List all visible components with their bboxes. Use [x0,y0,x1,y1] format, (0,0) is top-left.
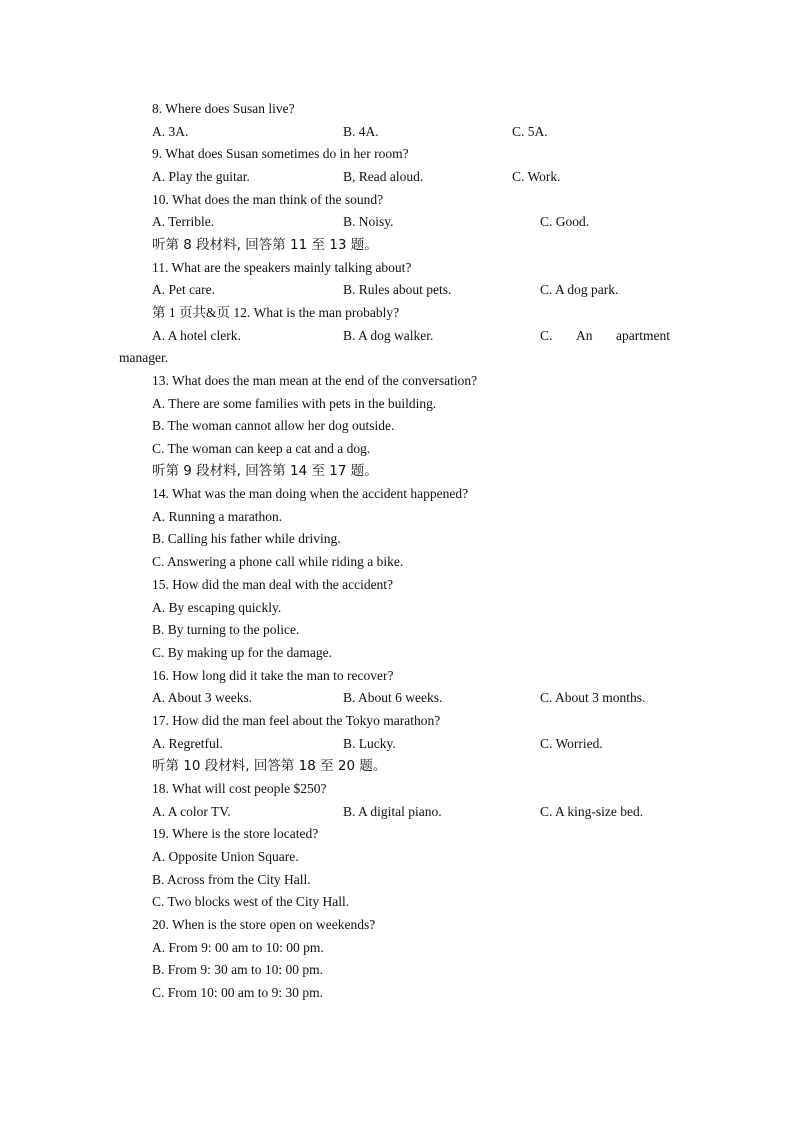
option-9c: C. Work. [512,169,561,184]
section-heading-9: 听第 9 段材料, 回答第 14 至 17 题。 [152,463,378,479]
option-12c-word-1: An [575,328,593,343]
option-11a: A. Pet care. [152,282,215,297]
option-15c: C. By making up for the damage. [152,645,332,660]
option-12c-continuation: manager. [119,350,169,365]
option-9a: A. Play the guitar. [152,169,250,184]
option-10b: B. Noisy. [343,214,394,229]
option-12c [540,327,670,345]
option-15b: B. By turning to the police. [152,622,300,637]
option-8a: A. 3A. [152,124,189,139]
option-11c: C. A dog park. [540,282,619,297]
option-17c: C. Worried. [540,736,603,751]
question-10: 10. What does the man think of the sound? [152,192,384,207]
option-16b: B. About 6 weeks. [343,690,443,705]
option-13a: A. There are some families with pets in the building. [152,396,437,411]
option-17b: B. Lucky. [343,736,396,751]
option-10c: C. Good. [540,214,590,229]
question-16: 16. How long did it take the man to recover? [152,668,394,683]
question-9: 9. What does Susan sometimes do in her room? [152,146,409,161]
option-12c-letter: C. [540,328,553,343]
option-11b: B. Rules about pets. [343,282,452,297]
question-17: 17. How did the man feel about the Tokyo marathon? [152,713,441,728]
option-8b: B. 4A. [343,124,379,139]
option-19b: B. Across from the City Hall. [152,872,311,887]
question-12: 第 1 页共&页 12. What is the man probably? [152,305,400,320]
section-heading-10: 听第 10 段材料, 回答第 18 至 20 题。 [152,758,387,774]
option-15a: A. By escaping quickly. [152,600,282,615]
option-16c: C. About 3 months. [540,690,646,705]
option-18a: A. A color TV. [152,804,231,819]
question-19: 19. Where is the store located? [152,826,319,841]
option-18c: C. A king-size bed. [540,804,644,819]
option-12a: A. A hotel clerk. [152,328,241,343]
option-17a: A. Regretful. [152,736,223,751]
option-13b: B. The woman cannot allow her dog outside. [152,418,395,433]
option-14b: B. Calling his father while driving. [152,531,341,546]
question-14: 14. What was the man doing when the accident happened? [152,486,469,501]
option-12c-word-2: apartment [616,328,670,343]
option-14a: A. Running a marathon. [152,509,283,524]
option-12b: B. A dog walker. [343,328,434,343]
option-8c: C. 5A. [512,124,548,139]
option-10a: A. Terrible. [152,214,215,229]
question-8: 8. Where does Susan live? [152,101,295,116]
question-20: 20. When is the store open on weekends? [152,917,376,932]
option-9b: B, Read aloud. [343,169,424,184]
option-18b: B. A digital piano. [343,804,442,819]
option-19c: C. Two blocks west of the City Hall. [152,894,350,909]
option-20a: A. From 9: 00 am to 10: 00 pm. [152,940,324,955]
option-13c: C. The woman can keep a cat and a dog. [152,441,371,456]
option-14c: C. Answering a phone call while riding a bike. [152,554,404,569]
option-20b: B. From 9: 30 am to 10: 00 pm. [152,962,324,977]
section-heading-8: 听第 8 段材料, 回答第 11 至 13 题。 [152,237,378,253]
option-20c: C. From 10: 00 am to 9: 30 pm. [152,985,324,1000]
question-18: 18. What will cost people $250? [152,781,327,796]
option-19a: A. Opposite Union Square. [152,849,299,864]
question-13: 13. What does the man mean at the end of the conversation? [152,373,478,388]
option-16a: A. About 3 weeks. [152,690,253,705]
question-15: 15. How did the man deal with the accident? [152,577,394,592]
question-11: 11. What are the speakers mainly talking about? [152,260,412,275]
